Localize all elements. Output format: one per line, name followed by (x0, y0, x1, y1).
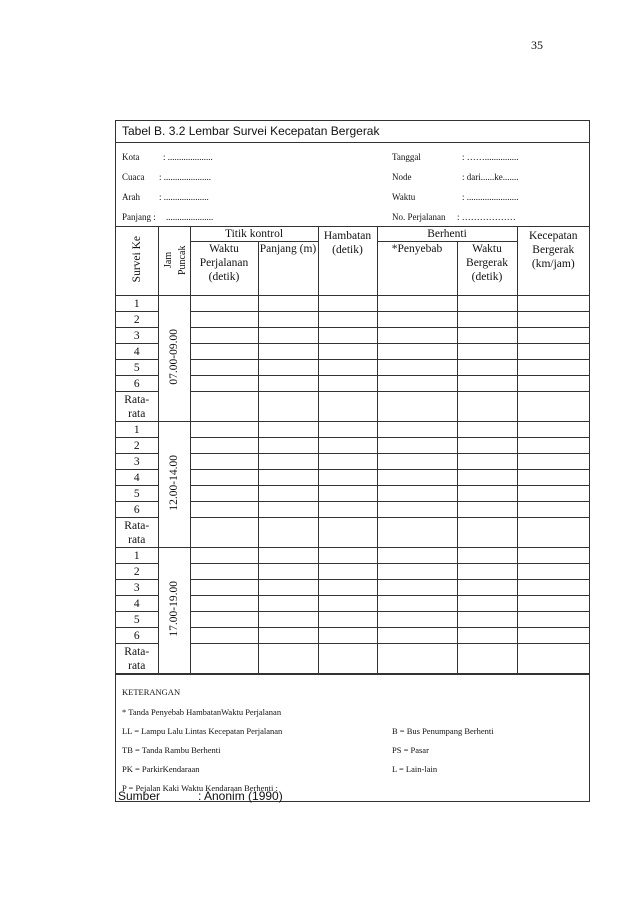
cuaca-label: Cuaca (122, 172, 145, 182)
row-number: 4 (116, 596, 158, 612)
keterangan-tb: TB = Tanda Rambu Berhenti (122, 745, 221, 755)
entry-cell[interactable] (258, 438, 318, 454)
average-entry-cell[interactable] (517, 392, 589, 422)
entry-cell[interactable] (377, 360, 457, 376)
entry-cell[interactable] (258, 454, 318, 470)
header-survei-ke: Survei Ke (116, 227, 158, 296)
waktu-label: Waktu (392, 192, 416, 202)
table-row (116, 548, 589, 564)
waktu-value: : ....................... (462, 192, 519, 202)
entry-cell[interactable] (190, 596, 258, 612)
row-number: 1 (116, 548, 158, 564)
entry-cell[interactable] (517, 328, 589, 344)
entry-cell[interactable] (258, 564, 318, 580)
keterangan-heading: KETERANGAN (122, 687, 181, 697)
entry-cell[interactable] (258, 296, 318, 312)
entry-cell[interactable] (318, 454, 377, 470)
entry-cell[interactable] (258, 422, 318, 438)
entry-cell[interactable] (318, 312, 377, 328)
keterangan-line: * Tanda Penyebab HambatanWaktu Perjalanan (122, 707, 282, 717)
entry-cell[interactable] (517, 470, 589, 486)
survey-form (115, 120, 590, 802)
row-number: 3 (116, 580, 158, 596)
entry-cell[interactable] (377, 296, 457, 312)
entry-cell[interactable] (517, 486, 589, 502)
entry-cell[interactable] (258, 580, 318, 596)
entry-cell[interactable] (190, 376, 258, 392)
header-waktu-bergerak: Waktu Bergerak (detik) (457, 242, 517, 296)
entry-cell[interactable] (377, 376, 457, 392)
row-number: 6 (116, 628, 158, 644)
entry-cell[interactable] (377, 454, 457, 470)
entry-cell[interactable] (318, 580, 377, 596)
entry-cell[interactable] (377, 628, 457, 644)
entry-cell[interactable] (457, 502, 517, 518)
source-label: Sumber (118, 789, 161, 803)
kota-label: Kota (122, 152, 140, 162)
average-entry-cell[interactable] (258, 392, 318, 422)
entry-cell[interactable] (517, 422, 589, 438)
entry-cell[interactable] (318, 564, 377, 580)
entry-cell[interactable] (517, 376, 589, 392)
average-entry-cell[interactable] (517, 518, 589, 548)
tanggal-value: : ……............... (462, 152, 519, 162)
entry-cell[interactable] (190, 486, 258, 502)
entry-cell[interactable] (457, 628, 517, 644)
survey-table (116, 227, 589, 674)
source-line (118, 789, 283, 803)
average-entry-cell[interactable] (318, 644, 377, 674)
entry-cell[interactable] (457, 328, 517, 344)
entry-cell[interactable] (318, 486, 377, 502)
header-berhenti: Berhenti (377, 227, 517, 242)
average-entry-cell[interactable] (457, 518, 517, 548)
entry-cell[interactable] (517, 596, 589, 612)
row-number: 4 (116, 344, 158, 360)
row-number: 6 (116, 502, 158, 518)
average-entry-cell[interactable] (190, 392, 258, 422)
table-title: Tabel B. 3.2 Lembar Survei Kecepatan Bergerak (116, 121, 589, 143)
entry-cell[interactable] (190, 422, 258, 438)
entry-cell[interactable] (190, 628, 258, 644)
time-period-cell (158, 296, 190, 422)
entry-cell[interactable] (517, 612, 589, 628)
panjang-label: Panjang : (122, 212, 156, 222)
entry-cell[interactable] (517, 580, 589, 596)
entry-cell[interactable] (318, 470, 377, 486)
cuaca-value: : ..................... (159, 172, 212, 182)
entry-cell[interactable] (377, 564, 457, 580)
entry-cell[interactable] (457, 296, 517, 312)
table-row (116, 296, 589, 312)
average-entry-cell[interactable] (377, 518, 457, 548)
entry-cell[interactable] (190, 328, 258, 344)
entry-cell[interactable] (318, 596, 377, 612)
entry-cell[interactable] (318, 612, 377, 628)
entry-cell[interactable] (457, 612, 517, 628)
entry-cell[interactable] (258, 486, 318, 502)
average-entry-cell[interactable] (258, 644, 318, 674)
entry-cell[interactable] (517, 438, 589, 454)
row-number: 4 (116, 470, 158, 486)
entry-cell[interactable] (517, 548, 589, 564)
entry-cell[interactable] (258, 612, 318, 628)
row-number: 2 (116, 312, 158, 328)
entry-cell[interactable] (377, 344, 457, 360)
keterangan-b: B = Bus Penumpang Berhenti (392, 726, 494, 736)
entry-cell[interactable] (377, 612, 457, 628)
average-entry-cell[interactable] (190, 518, 258, 548)
keterangan-l: L = Lain-lain (392, 764, 438, 774)
entry-cell[interactable] (377, 422, 457, 438)
entry-cell[interactable] (318, 628, 377, 644)
entry-cell[interactable] (190, 564, 258, 580)
entry-cell[interactable] (457, 360, 517, 376)
row-number: 1 (116, 422, 158, 438)
keterangan-block (116, 674, 589, 801)
average-label: Rata-rata (116, 518, 158, 548)
header-penyebab: *Penyebab (377, 242, 457, 296)
entry-cell[interactable] (190, 454, 258, 470)
average-entry-cell[interactable] (457, 392, 517, 422)
row-number: 1 (116, 296, 158, 312)
keterangan-ll: LL = Lampu Lalu Lintas Kecepatan Perjalanan (122, 726, 283, 736)
entry-cell[interactable] (377, 548, 457, 564)
entry-cell[interactable] (190, 548, 258, 564)
entry-cell[interactable] (190, 438, 258, 454)
entry-cell[interactable] (318, 344, 377, 360)
no-perjalanan-label: No. Perjalanan (392, 212, 446, 222)
entry-cell[interactable] (457, 548, 517, 564)
average-entry-cell[interactable] (190, 644, 258, 674)
average-entry-cell[interactable] (377, 392, 457, 422)
node-label: Node (392, 172, 412, 182)
entry-cell[interactable] (258, 376, 318, 392)
entry-cell[interactable] (318, 502, 377, 518)
entry-cell[interactable] (377, 486, 457, 502)
keterangan-p: P = Pejalan Kaki Waktu Kendaraan Berhenti : (122, 783, 278, 793)
row-number: 5 (116, 486, 158, 502)
entry-cell[interactable] (517, 344, 589, 360)
entry-cell[interactable] (258, 628, 318, 644)
entry-cell[interactable] (377, 438, 457, 454)
entry-cell[interactable] (377, 596, 457, 612)
entry-cell[interactable] (457, 564, 517, 580)
header-kecepatan: Kecepatan Bergerak (km/jam) (517, 227, 589, 296)
row-number: 6 (116, 376, 158, 392)
average-entry-cell[interactable] (318, 392, 377, 422)
no-perjalanan-value: : ……………… (457, 212, 516, 222)
survey-info-block (116, 143, 589, 227)
entry-cell[interactable] (457, 580, 517, 596)
average-entry-cell[interactable] (517, 644, 589, 674)
average-entry-cell[interactable] (318, 518, 377, 548)
entry-cell[interactable] (258, 548, 318, 564)
entry-cell[interactable] (517, 296, 589, 312)
entry-cell[interactable] (377, 328, 457, 344)
entry-cell[interactable] (377, 470, 457, 486)
header-waktu-perjalanan: Waktu Perjalanan (detik) (190, 242, 258, 296)
entry-cell[interactable] (457, 422, 517, 438)
time-period-cell (158, 422, 190, 548)
kota-value: : .................... (163, 152, 213, 162)
entry-cell[interactable] (318, 296, 377, 312)
entry-cell[interactable] (517, 312, 589, 328)
entry-cell[interactable] (258, 328, 318, 344)
entry-cell[interactable] (517, 360, 589, 376)
arah-label: Arah (122, 192, 140, 202)
entry-cell[interactable] (457, 486, 517, 502)
entry-cell[interactable] (190, 580, 258, 596)
entry-cell[interactable] (190, 470, 258, 486)
tanggal-label: Tanggal (392, 152, 421, 162)
header-hambatan: Hambatan (detik) (318, 227, 377, 296)
entry-cell[interactable] (318, 328, 377, 344)
entry-cell[interactable] (377, 502, 457, 518)
node-value: : dari......ke....... (462, 172, 519, 182)
row-number: 2 (116, 564, 158, 580)
average-entry-cell[interactable] (258, 518, 318, 548)
entry-cell[interactable] (318, 548, 377, 564)
entry-cell[interactable] (457, 312, 517, 328)
entry-cell[interactable] (377, 312, 457, 328)
entry-cell[interactable] (377, 580, 457, 596)
page-number: 35 (531, 38, 543, 52)
row-number: 5 (116, 612, 158, 628)
row-number: 3 (116, 454, 158, 470)
entry-cell[interactable] (190, 502, 258, 518)
header-jam-puncak: Jam Puncak (158, 227, 190, 296)
panjang-value: ..................... (166, 212, 214, 222)
entry-cell[interactable] (258, 502, 318, 518)
header-titik-kontrol: Titik kontrol (190, 227, 318, 242)
table-row (116, 422, 589, 438)
entry-cell[interactable] (457, 344, 517, 360)
keterangan-pk: PK = ParkirKendaraan (122, 764, 200, 774)
header-panjang: Panjang (m) (258, 242, 318, 296)
entry-cell[interactable] (258, 596, 318, 612)
entry-cell[interactable] (457, 438, 517, 454)
time-period-label: 17.00-19.00 (168, 580, 180, 637)
entry-cell[interactable] (258, 470, 318, 486)
entry-cell[interactable] (517, 628, 589, 644)
entry-cell[interactable] (457, 376, 517, 392)
entry-cell[interactable] (258, 360, 318, 376)
entry-cell[interactable] (457, 454, 517, 470)
row-number: 3 (116, 328, 158, 344)
entry-cell[interactable] (517, 502, 589, 518)
entry-cell[interactable] (190, 612, 258, 628)
time-period-label: 12.00-14.00 (168, 454, 180, 511)
average-label: Rata-rata (116, 392, 158, 422)
entry-cell[interactable] (457, 470, 517, 486)
entry-cell[interactable] (517, 564, 589, 580)
source-value: : Anonim (1990) (198, 789, 283, 803)
entry-cell[interactable] (318, 438, 377, 454)
entry-cell[interactable] (190, 296, 258, 312)
arah-value: : .................... (159, 192, 209, 202)
entry-cell[interactable] (190, 360, 258, 376)
row-number: 5 (116, 360, 158, 376)
time-period-cell (158, 548, 190, 674)
entry-cell[interactable] (318, 376, 377, 392)
row-number: 2 (116, 438, 158, 454)
entry-cell[interactable] (318, 422, 377, 438)
entry-cell[interactable] (457, 596, 517, 612)
keterangan-ps: PS = Pasar (392, 745, 429, 755)
entry-cell[interactable] (258, 312, 318, 328)
average-entry-cell[interactable] (457, 644, 517, 674)
entry-cell[interactable] (318, 360, 377, 376)
entry-cell[interactable] (258, 344, 318, 360)
entry-cell[interactable] (190, 344, 258, 360)
average-entry-cell[interactable] (377, 644, 457, 674)
average-label: Rata-rata (116, 644, 158, 674)
time-period-label: 07.00-09.00 (168, 328, 180, 385)
entry-cell[interactable] (517, 454, 589, 470)
entry-cell[interactable] (190, 312, 258, 328)
